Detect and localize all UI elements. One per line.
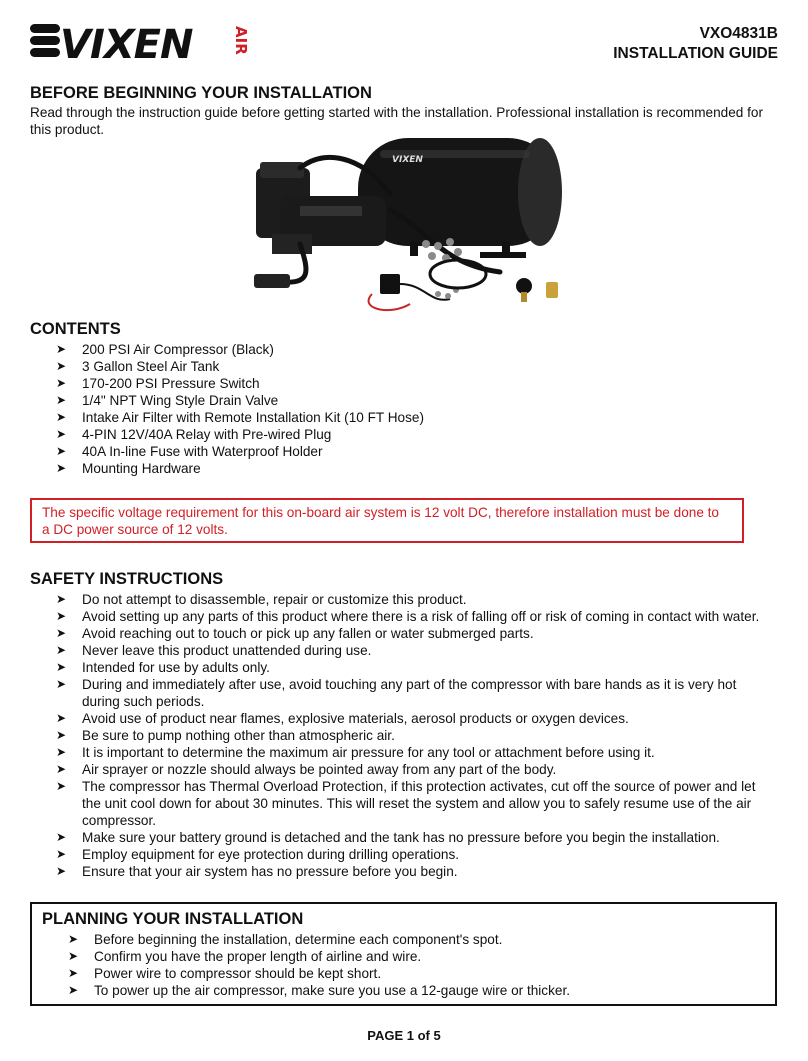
arrow-bullet-icon: ➤ <box>56 643 67 657</box>
drain-valve <box>546 282 558 298</box>
list-item: ➤ Avoid reaching out to touch or pick up any fallen or water submerged parts. <box>56 626 534 641</box>
arrow-bullet-icon: ➤ <box>56 393 67 407</box>
list-item: ➤ Never leave this product unattended during use. <box>56 643 372 658</box>
arrow-bullet-icon: ➤ <box>56 864 67 878</box>
arrow-bullet-icon: ➤ <box>68 932 79 946</box>
arrow-bullet-icon: ➤ <box>68 949 79 963</box>
arrow-bullet-icon: ➤ <box>56 461 67 475</box>
logo-wordmark: VIXEN <box>60 22 193 66</box>
arrow-bullet-icon: ➤ <box>56 847 67 861</box>
arrow-bullet-icon: ➤ <box>68 966 79 980</box>
arrow-bullet-icon: ➤ <box>56 376 67 390</box>
arrow-bullet-icon: ➤ <box>56 660 67 674</box>
list-item: ➤ Mounting Hardware <box>56 461 201 476</box>
arrow-bullet-icon: ➤ <box>56 677 67 691</box>
vixen-air-logo <box>30 14 252 66</box>
arrow-bullet-icon: ➤ <box>56 745 67 759</box>
safety-list <box>56 591 780 880</box>
list-item: ➤ Before beginning the installation, determine each component's spot. <box>68 932 503 947</box>
arrow-bullet-icon: ➤ <box>56 779 67 793</box>
arrow-bullet-icon: ➤ <box>56 711 67 725</box>
list-item: ➤ Avoid use of product near flames, explosive materials, aerosol products or oxygen devices. <box>56 711 629 726</box>
document-title: INSTALLATION GUIDE <box>613 45 778 62</box>
logo-air-text: AIR <box>232 26 250 55</box>
contents-list <box>56 341 424 477</box>
list-item: ➤ 4-PIN 12V/40A Relay with Pre-wired Plug <box>56 427 332 442</box>
list-item-continuation: during such periods. <box>82 694 205 709</box>
arrow-bullet-icon: ➤ <box>56 592 67 606</box>
planning-list <box>68 931 570 999</box>
list-item-continuation: the unit cool down for about 30 minutes. This will reset the system and allow you to safely resume use of the air <box>82 796 752 811</box>
logo-mark <box>30 24 60 57</box>
arrow-bullet-icon: ➤ <box>56 410 67 424</box>
list-item: ➤ Avoid setting up any parts of this product where there is a risk of falling off or risk of coming in contact with water. <box>56 609 760 624</box>
list-item: ➤ Make sure your battery ground is detached and the tank has no pressure before you begin the installation. <box>56 830 720 845</box>
list-item: ➤ To power up the air compressor, make sure you use a 12-gauge wire or thicker. <box>68 983 571 998</box>
list-item: ➤ Intake Air Filter with Remote Installation Kit (10 FT Hose) <box>56 410 424 425</box>
list-item: ➤ 170-200 PSI Pressure Switch <box>56 376 260 391</box>
tank-brand: VIXEN <box>392 155 423 165</box>
list-item: ➤ Power wire to compressor should be kept short. <box>68 966 382 981</box>
arrow-bullet-icon: ➤ <box>56 626 67 640</box>
warning-line-2: a DC power source of 12 volts. <box>42 522 228 537</box>
before-paragraph <box>30 104 790 138</box>
arrow-bullet-icon: ➤ <box>56 762 67 776</box>
air-tank <box>358 138 562 258</box>
list-item: ➤ Employ equipment for eye protection during drilling operations. <box>56 847 460 862</box>
planning-heading: PLANNING YOUR INSTALLATION <box>42 910 304 928</box>
list-item-continuation: compressor. <box>82 813 157 828</box>
arrow-bullet-icon: ➤ <box>68 983 79 997</box>
list-item: ➤ Confirm you have the proper length of airline and wire. <box>68 949 422 964</box>
hose-coil <box>430 260 486 288</box>
list-item: ➤ During and immediately after use, avoid touching any part of the compressor with bare hands as it is very hot <box>56 677 737 692</box>
pressure-switch <box>516 278 532 294</box>
list-item: ➤ 200 PSI Air Compressor (Black) <box>56 342 274 357</box>
intake-filter <box>254 274 290 288</box>
arrow-bullet-icon: ➤ <box>56 830 67 844</box>
planning-box <box>30 902 777 1006</box>
document-meta <box>613 24 778 64</box>
safety-heading: SAFETY INSTRUCTIONS <box>30 570 224 588</box>
list-item: ➤ Ensure that your air system has no pressure before you begin. <box>56 864 458 879</box>
list-item: ➤ Air sprayer or nozzle should always be pointed away from any part of the body. <box>56 762 557 777</box>
product-photo <box>240 134 580 322</box>
warning-line-1: The specific voltage requirement for this on-board air system is 12 volt DC, therefore installation must be done to <box>42 505 719 520</box>
list-item: ➤ 1/4" NPT Wing Style Drain Valve <box>56 393 279 408</box>
before-line-1: Read through the instruction guide before getting started with the installation. Professional installation is recommended for <box>30 105 763 120</box>
before-line-2: this product. <box>30 122 105 137</box>
page-number: PAGE 1 of 5 <box>367 1028 441 1043</box>
list-item: ➤ 3 Gallon Steel Air Tank <box>56 359 220 374</box>
arrow-bullet-icon: ➤ <box>56 427 67 441</box>
list-item: ➤ Be sure to pump nothing other than atmospheric air. <box>56 728 395 743</box>
arrow-bullet-icon: ➤ <box>56 342 67 356</box>
list-item: ➤ Do not attempt to disassemble, repair or customize this product. <box>56 592 467 607</box>
model-number: VXO4831B <box>699 25 778 42</box>
arrow-bullet-icon: ➤ <box>56 444 67 458</box>
before-heading: BEFORE BEGINNING YOUR INSTALLATION <box>30 84 372 102</box>
arrow-bullet-icon: ➤ <box>56 609 67 623</box>
contents-heading: CONTENTS <box>30 320 121 338</box>
arrow-bullet-icon: ➤ <box>56 728 67 742</box>
voltage-warning-box <box>30 498 744 543</box>
list-item: ➤ The compressor has Thermal Overload Protection, if this protection activates, cut off the source of power and let <box>56 779 756 794</box>
relay <box>380 274 400 294</box>
list-item: ➤ Intended for use by adults only. <box>56 660 270 675</box>
list-item: ➤ 40A In-line Fuse with Waterproof Holder <box>56 444 323 459</box>
list-item: ➤ It is important to determine the maximum air pressure for any tool or attachment before using it. <box>56 745 655 760</box>
arrow-bullet-icon: ➤ <box>56 359 67 373</box>
